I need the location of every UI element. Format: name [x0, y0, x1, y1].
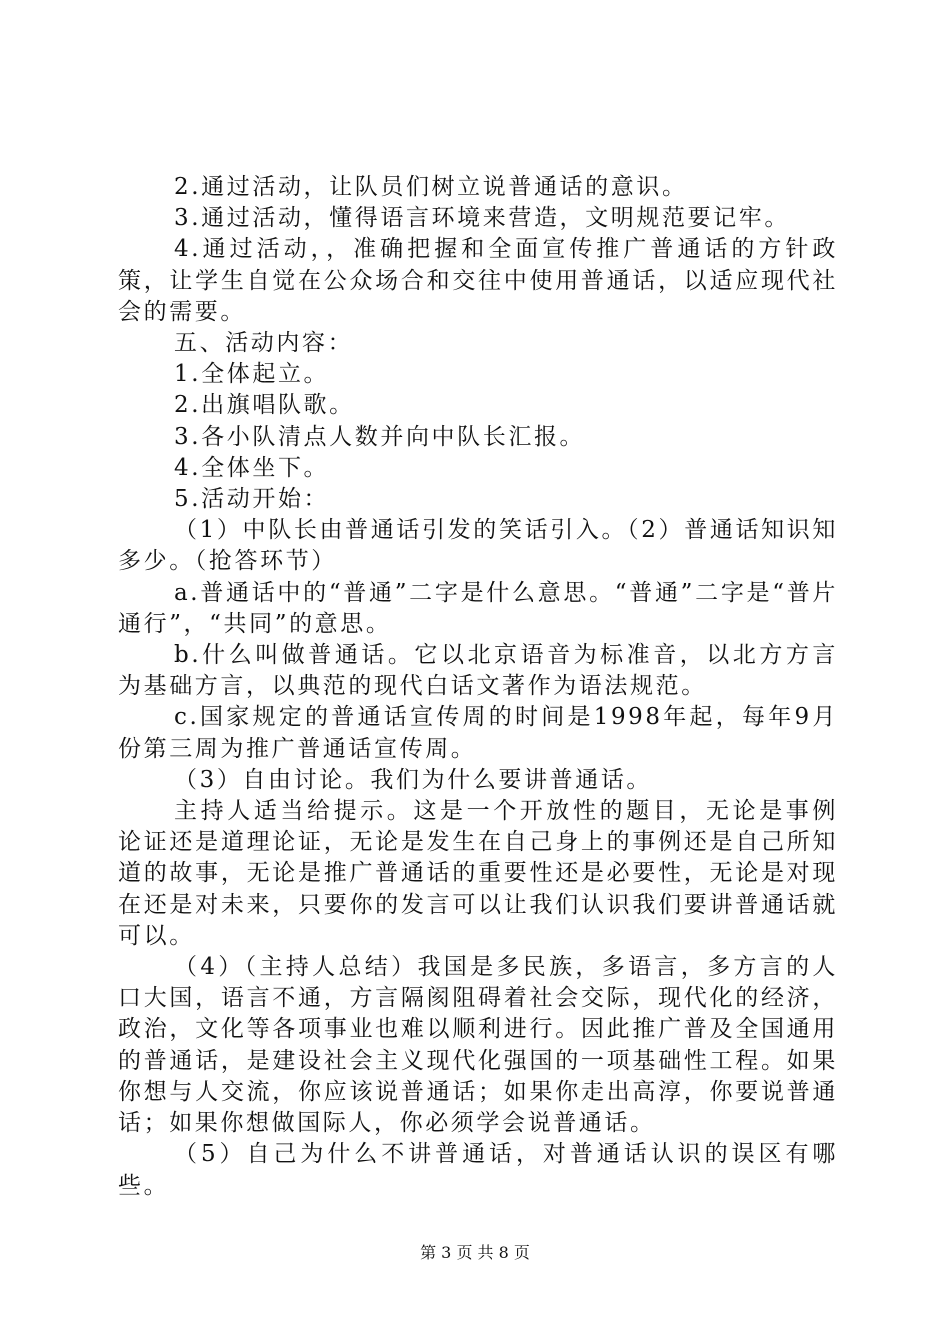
document-body	[118, 172, 838, 1202]
paragraph: 3.各小队清点人数并向中队长汇报。	[174, 423, 586, 450]
paragraph: 5.活动开始：	[174, 486, 330, 513]
paragraph: b.什么叫做普通话。它以北京语音为标准音，以北方方言为基础方言，以典范的现代白话文著作为语法规范。	[118, 642, 838, 700]
paragraph: 4.通过活动，，准确把握和全面宣传推广普通话的方针政策，让学生自觉在公众场合和交往中使用普通话，以适应现代社会的需要。	[118, 236, 838, 325]
paragraph: （4）（主持人总结）我国是多民族，多语言，多方言的人口大国，语言不通，方言隔阂阻碍着社会交际，现代化的经济，政治，文化等各项事业也难以顺利进行。因此推广普及全国通用的普通话，是建设社会主义现代化强国的一项基础性工程。如果你想与人交流，你应该说普通话；如果你走出高淳，你要说普通话；如果你想做国际人，你必须学会说普通话。	[118, 954, 838, 1137]
paragraph: （5）自己为什么不讲普通话，对普通话认识的误区有哪些。	[118, 1141, 838, 1199]
paragraph: （3）自由讨论。我们为什么要讲普通话。	[174, 766, 653, 793]
page-number-footer: 第 3 页 共 8 页	[420, 1243, 530, 1262]
paragraph: 4.全体坐下。	[174, 454, 330, 481]
paragraph: 3.通过活动，懂得语言环境来营造，文明规范要记牢。	[174, 205, 790, 232]
paragraph: （1）中队长由普通话引发的笑话引入。（2）普通话知识知多少。（抢答环节）	[118, 517, 838, 575]
paragraph: a.普通话中的“普通”二字是什么意思。“普通”二字是“普片通行”，“共同”的意思。	[118, 579, 838, 637]
paragraph: 2.出旗唱队歌。	[174, 392, 355, 419]
paragraph: 2.通过活动，让队员们树立说普通话的意识。	[174, 174, 688, 200]
paragraph: 1.全体起立。	[174, 361, 330, 388]
paragraph: c.国家规定的普通话宣传周的时间是1998年起，每年9月份第三周为推广普通话宣传周。	[118, 704, 838, 762]
section-heading: 五、活动内容：	[174, 330, 354, 357]
paragraph: 主持人适当给提示。这是一个开放性的题目，无论是事例论证还是道理论证，无论是发生在自己身上的事例还是自己所知道的故事，无论是推广普通话的重要性还是必要性，无论是对现在还是对未来，只要你的发言可以让我们认识我们要讲普通话就可以。	[118, 798, 838, 949]
